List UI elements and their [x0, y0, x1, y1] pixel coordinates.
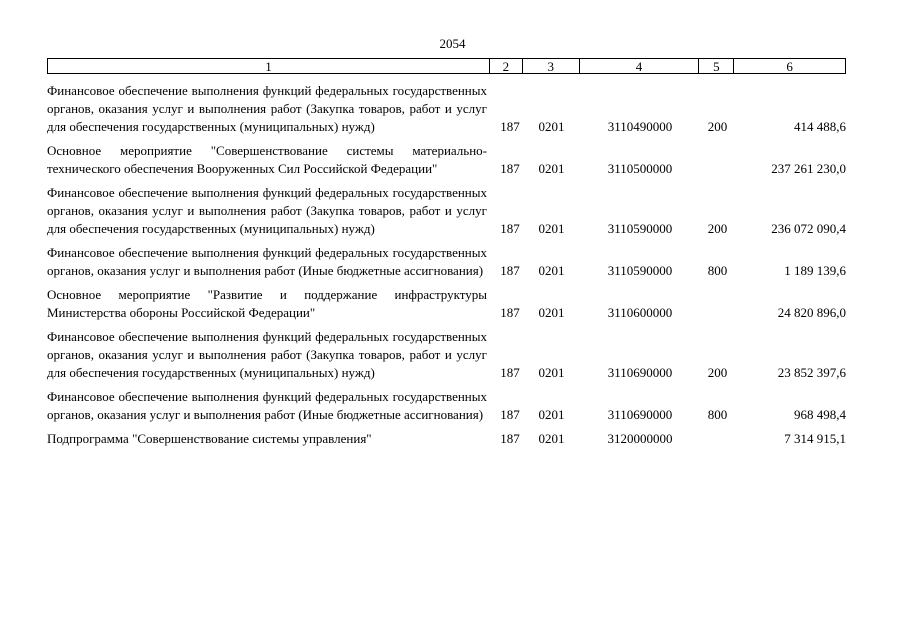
table-row [47, 328, 846, 382]
row-section-code: 0201 [538, 119, 565, 134]
page-number: 2054 [439, 36, 466, 51]
row-description: Финансовое обеспечение выполнения функций федеральных государственных органов, оказания услуг и выполнения работ (Иные бюджетные ассигнования) [47, 245, 487, 278]
header-col-3: 3 [523, 59, 580, 73]
row-amount: 237 261 230,0 [771, 161, 846, 176]
row-description: Основное мероприятие "Совершенствование системы материально-технического обеспечения Вооруженных Сил Российской Федерации" [47, 143, 487, 176]
header-col-6: 6 [786, 59, 793, 74]
row-ministry-code: 187 [500, 161, 520, 176]
row-amount: 414 488,6 [794, 119, 846, 134]
table-row [47, 184, 846, 238]
row-target-code: 3110590000 [607, 263, 673, 278]
row-amount: 24 820 896,0 [777, 305, 846, 320]
table-row [47, 244, 846, 280]
table-header [47, 58, 846, 74]
table-row [47, 388, 846, 424]
row-section-code: 0201 [538, 365, 565, 380]
row-ministry-code: 187 [500, 263, 520, 278]
row-section-code: 0201 [538, 221, 565, 236]
table-row [47, 286, 846, 322]
header-col-1: 1 [48, 59, 490, 73]
row-section-code: 0201 [538, 305, 565, 320]
row-expense-type: 200 [707, 365, 728, 380]
row-description: Финансовое обеспечение выполнения функций федеральных государственных органов, оказания услуг и выполнения работ (Закупка товаров, работ и услуг для обеспечения государственных (муниципальных) нужд) [47, 329, 487, 380]
row-ministry-code: 187 [500, 431, 520, 446]
row-section-code: 0201 [538, 431, 565, 446]
header-col-5: 5 [699, 59, 734, 73]
row-description: Финансовое обеспечение выполнения функций федеральных государственных органов, оказания услуг и выполнения работ (Закупка товаров, работ и услуг для обеспечения государственных (муниципальных) нужд) [47, 83, 487, 134]
row-description: Финансовое обеспечение выполнения функций федеральных государственных органов, оказания услуг и выполнения работ (Закупка товаров, работ и услуг для обеспечения государственных (муниципальных) нужд) [47, 185, 487, 236]
row-description: Подпрограмма "Совершенствование системы управления" [47, 431, 372, 446]
row-amount: 968 498,4 [794, 407, 846, 422]
table-row [47, 142, 846, 178]
row-target-code: 3110690000 [607, 407, 673, 422]
row-section-code: 0201 [538, 407, 565, 422]
row-description: Финансовое обеспечение выполнения функций федеральных государственных органов, оказания услуг и выполнения работ (Иные бюджетные ассигнования) [47, 389, 487, 422]
row-expense-type: 200 [707, 221, 728, 236]
row-expense-type: 800 [707, 263, 728, 278]
row-expense-type: 800 [707, 407, 728, 422]
table-body [47, 82, 846, 454]
row-section-code: 0201 [538, 263, 565, 278]
row-target-code: 3110590000 [607, 221, 673, 236]
row-ministry-code: 187 [500, 119, 520, 134]
row-description: Основное мероприятие "Развитие и поддержание инфраструктуры Министерства обороны Российской Федерации" [47, 287, 487, 320]
row-target-code: 3110600000 [607, 305, 673, 320]
row-amount: 1 189 139,6 [784, 263, 846, 278]
row-amount: 23 852 397,6 [777, 365, 846, 380]
table-row [47, 430, 846, 448]
row-target-code: 3110500000 [607, 161, 673, 176]
header-col-2: 2 [490, 59, 523, 73]
row-target-code: 3110690000 [607, 365, 673, 380]
row-amount: 236 072 090,4 [771, 221, 846, 236]
row-section-code: 0201 [538, 161, 565, 176]
row-target-code: 3120000000 [607, 431, 673, 446]
row-ministry-code: 187 [500, 221, 520, 236]
table-row [47, 82, 846, 136]
row-amount: 7 314 915,1 [784, 431, 846, 446]
row-expense-type: 200 [707, 119, 728, 134]
row-ministry-code: 187 [500, 407, 520, 422]
header-col-4: 4 [580, 59, 700, 73]
row-target-code: 3110490000 [607, 119, 673, 134]
row-ministry-code: 187 [500, 305, 520, 320]
row-ministry-code: 187 [500, 365, 520, 380]
